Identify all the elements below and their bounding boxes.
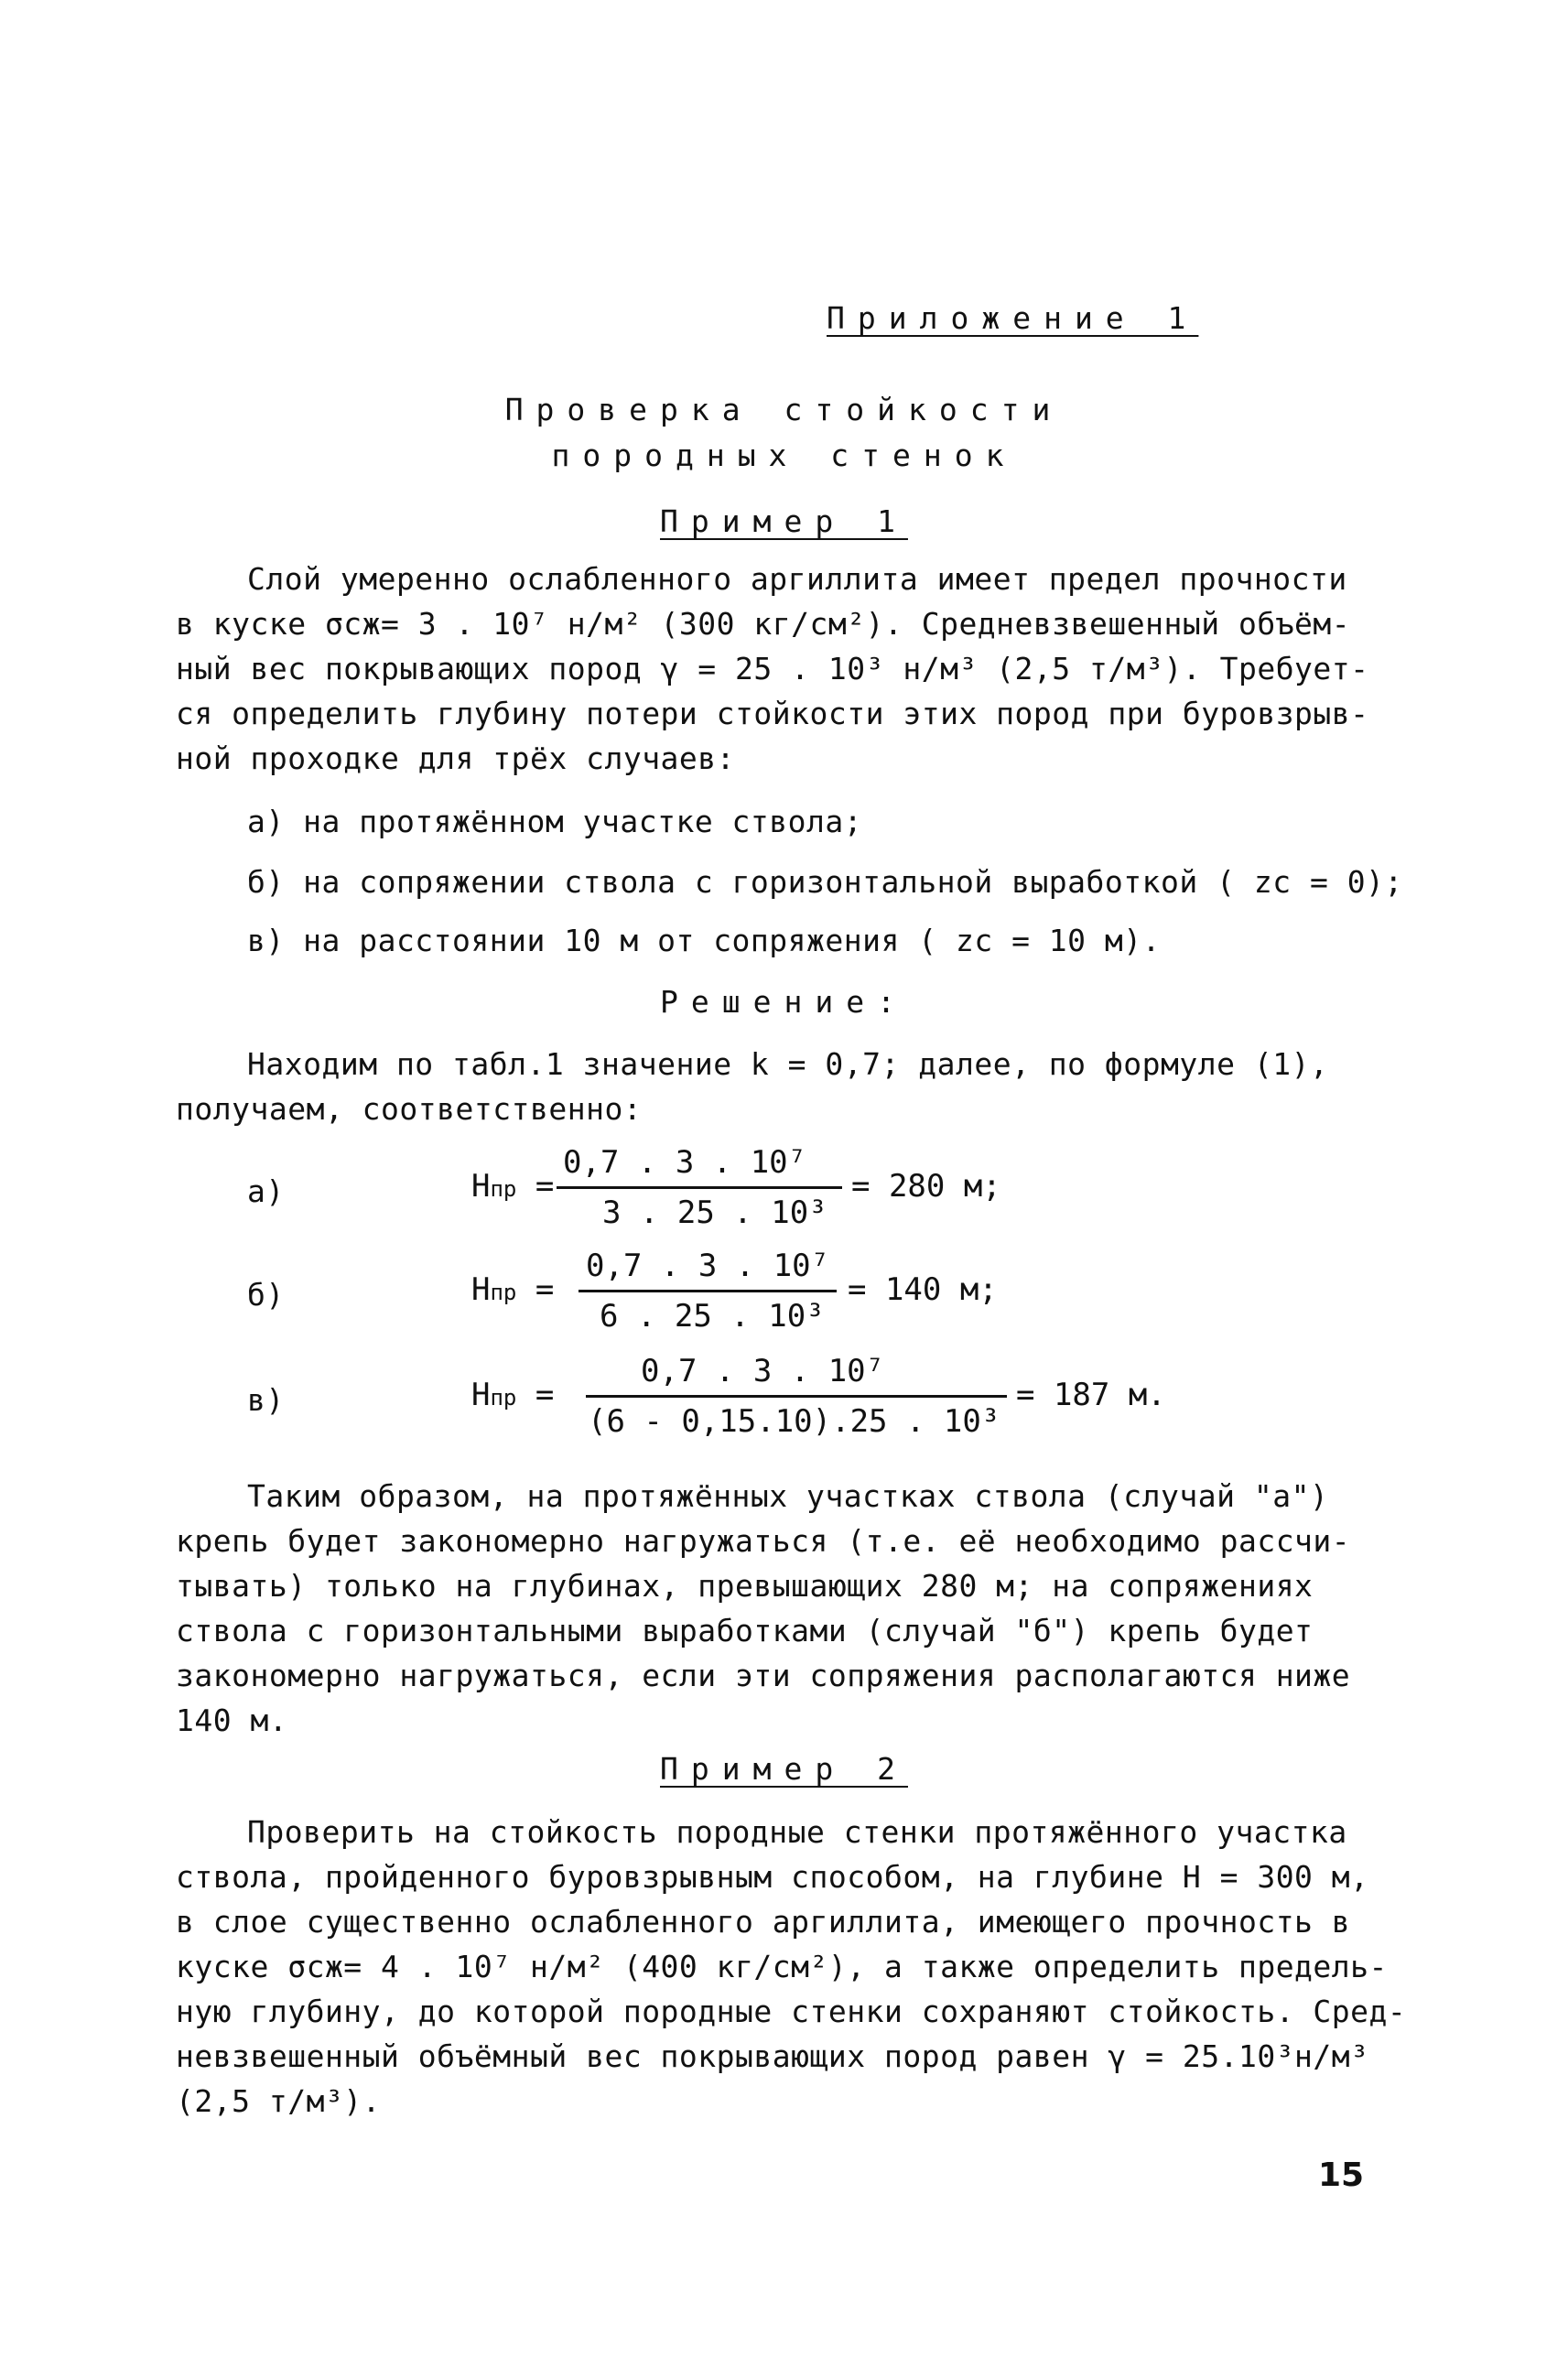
case-item: в) на расстоянии 10 м от сопряжения ( zc = 10 м). [247, 923, 1162, 958]
solution-heading: Решение: [660, 984, 908, 1020]
formula-result: = 280 м; [851, 1168, 1001, 1205]
formula-denominator: (6 - 0,15.10).25 . 10³ [588, 1403, 1000, 1440]
formula-lhs: Hпр = [471, 1168, 555, 1205]
title-line-2: породных стенок [551, 438, 1017, 473]
formula-lhs: Hпр = [471, 1377, 555, 1413]
formula-numerator: 0,7 . 3 . 10⁷ [586, 1248, 830, 1284]
conclusion-line: крепь будет закономерно нагружаться (т.е. её необходимо рассчи- [176, 1523, 1351, 1559]
paragraph-line: Слой умеренно ослабленного аргиллита имеет предел прочности [247, 561, 1347, 597]
formula-numerator: 0,7 . 3 . 10⁷ [563, 1144, 807, 1181]
formula-lhs: Hпр = [471, 1271, 555, 1308]
paragraph-line: ную глубину, до которой породные стенки сохраняют стойкость. Сред- [176, 1994, 1407, 2029]
conclusion-line: ствола с горизонтальными выработками (случай "б") крепь будет [176, 1613, 1314, 1648]
case-item: б) на сопряжении ствола с горизонтальной выработкой ( zc = 0); [247, 864, 1403, 900]
paragraph-line: ся определить глубину потери стойкости этих пород при буровзрыв- [176, 696, 1369, 731]
example-1-heading: Пример 1 [660, 503, 908, 539]
page-number: 15 [1318, 2156, 1365, 2194]
paragraph-line: невзвешенный объёмный вес покрывающих пород равен γ = 25.10³н/м³ [176, 2038, 1369, 2074]
paragraph-line: в куске σсж= 3 . 10⁷ н/м² (300 кг/см²). Средневзвешенный объём- [176, 606, 1351, 642]
paragraph-line: Проверить на стойкость породные стенки протяжённого участка [247, 1814, 1347, 1850]
fraction-bar [586, 1395, 1007, 1398]
formula-label: в) [247, 1382, 285, 1418]
appendix-heading: Приложение 1 [827, 300, 1199, 336]
formula-label: б) [247, 1277, 285, 1313]
paragraph-line: ной проходке для трёх случаев: [176, 740, 736, 776]
paragraph-line: (2,5 т/м³). [176, 2083, 382, 2119]
conclusion-line: тывать) только на глубинах, превышающих 280 м; на сопряжениях [176, 1568, 1314, 1604]
title-line-1: Проверка стойкости [504, 392, 1064, 427]
solution-line: получаем, соответственно: [176, 1091, 643, 1127]
formula-label: а) [247, 1173, 285, 1209]
formula-result: = 140 м; [848, 1271, 998, 1308]
case-item: а) на протяжённом участке ствола; [247, 804, 863, 839]
paragraph-line: в слое существенно ослабленного аргиллита, имеющего прочность в [176, 1904, 1351, 1940]
fraction-bar [557, 1186, 842, 1189]
conclusion-line: Таким образом, на протяжённых участках ствола (случай "а") [247, 1478, 1329, 1514]
conclusion-line: закономерно нагружаться, если эти сопряжения располагаются ниже [176, 1658, 1351, 1693]
paragraph-line: куске σсж= 4 . 10⁷ н/м² (400 кг/см²), а также определить предель- [176, 1949, 1388, 1984]
example-2-heading: Пример 2 [660, 1751, 908, 1787]
fraction-bar [579, 1290, 837, 1292]
solution-line: Находим по табл.1 значение k = 0,7; далее, по формуле (1), [247, 1046, 1329, 1082]
formula-denominator: 3 . 25 . 10³ [602, 1194, 827, 1231]
paragraph-line: ствола, пройденного буровзрывным способом, на глубине H = 300 м, [176, 1859, 1369, 1895]
formula-result: = 187 м. [1016, 1377, 1166, 1413]
paragraph-line: ный вес покрывающих пород γ = 25 . 10³ н/м³ (2,5 т/м³). Требует- [176, 651, 1369, 686]
conclusion-line: 140 м. [176, 1702, 288, 1738]
formula-denominator: 6 . 25 . 10³ [600, 1298, 825, 1335]
formula-numerator: 0,7 . 3 . 10⁷ [641, 1353, 885, 1389]
